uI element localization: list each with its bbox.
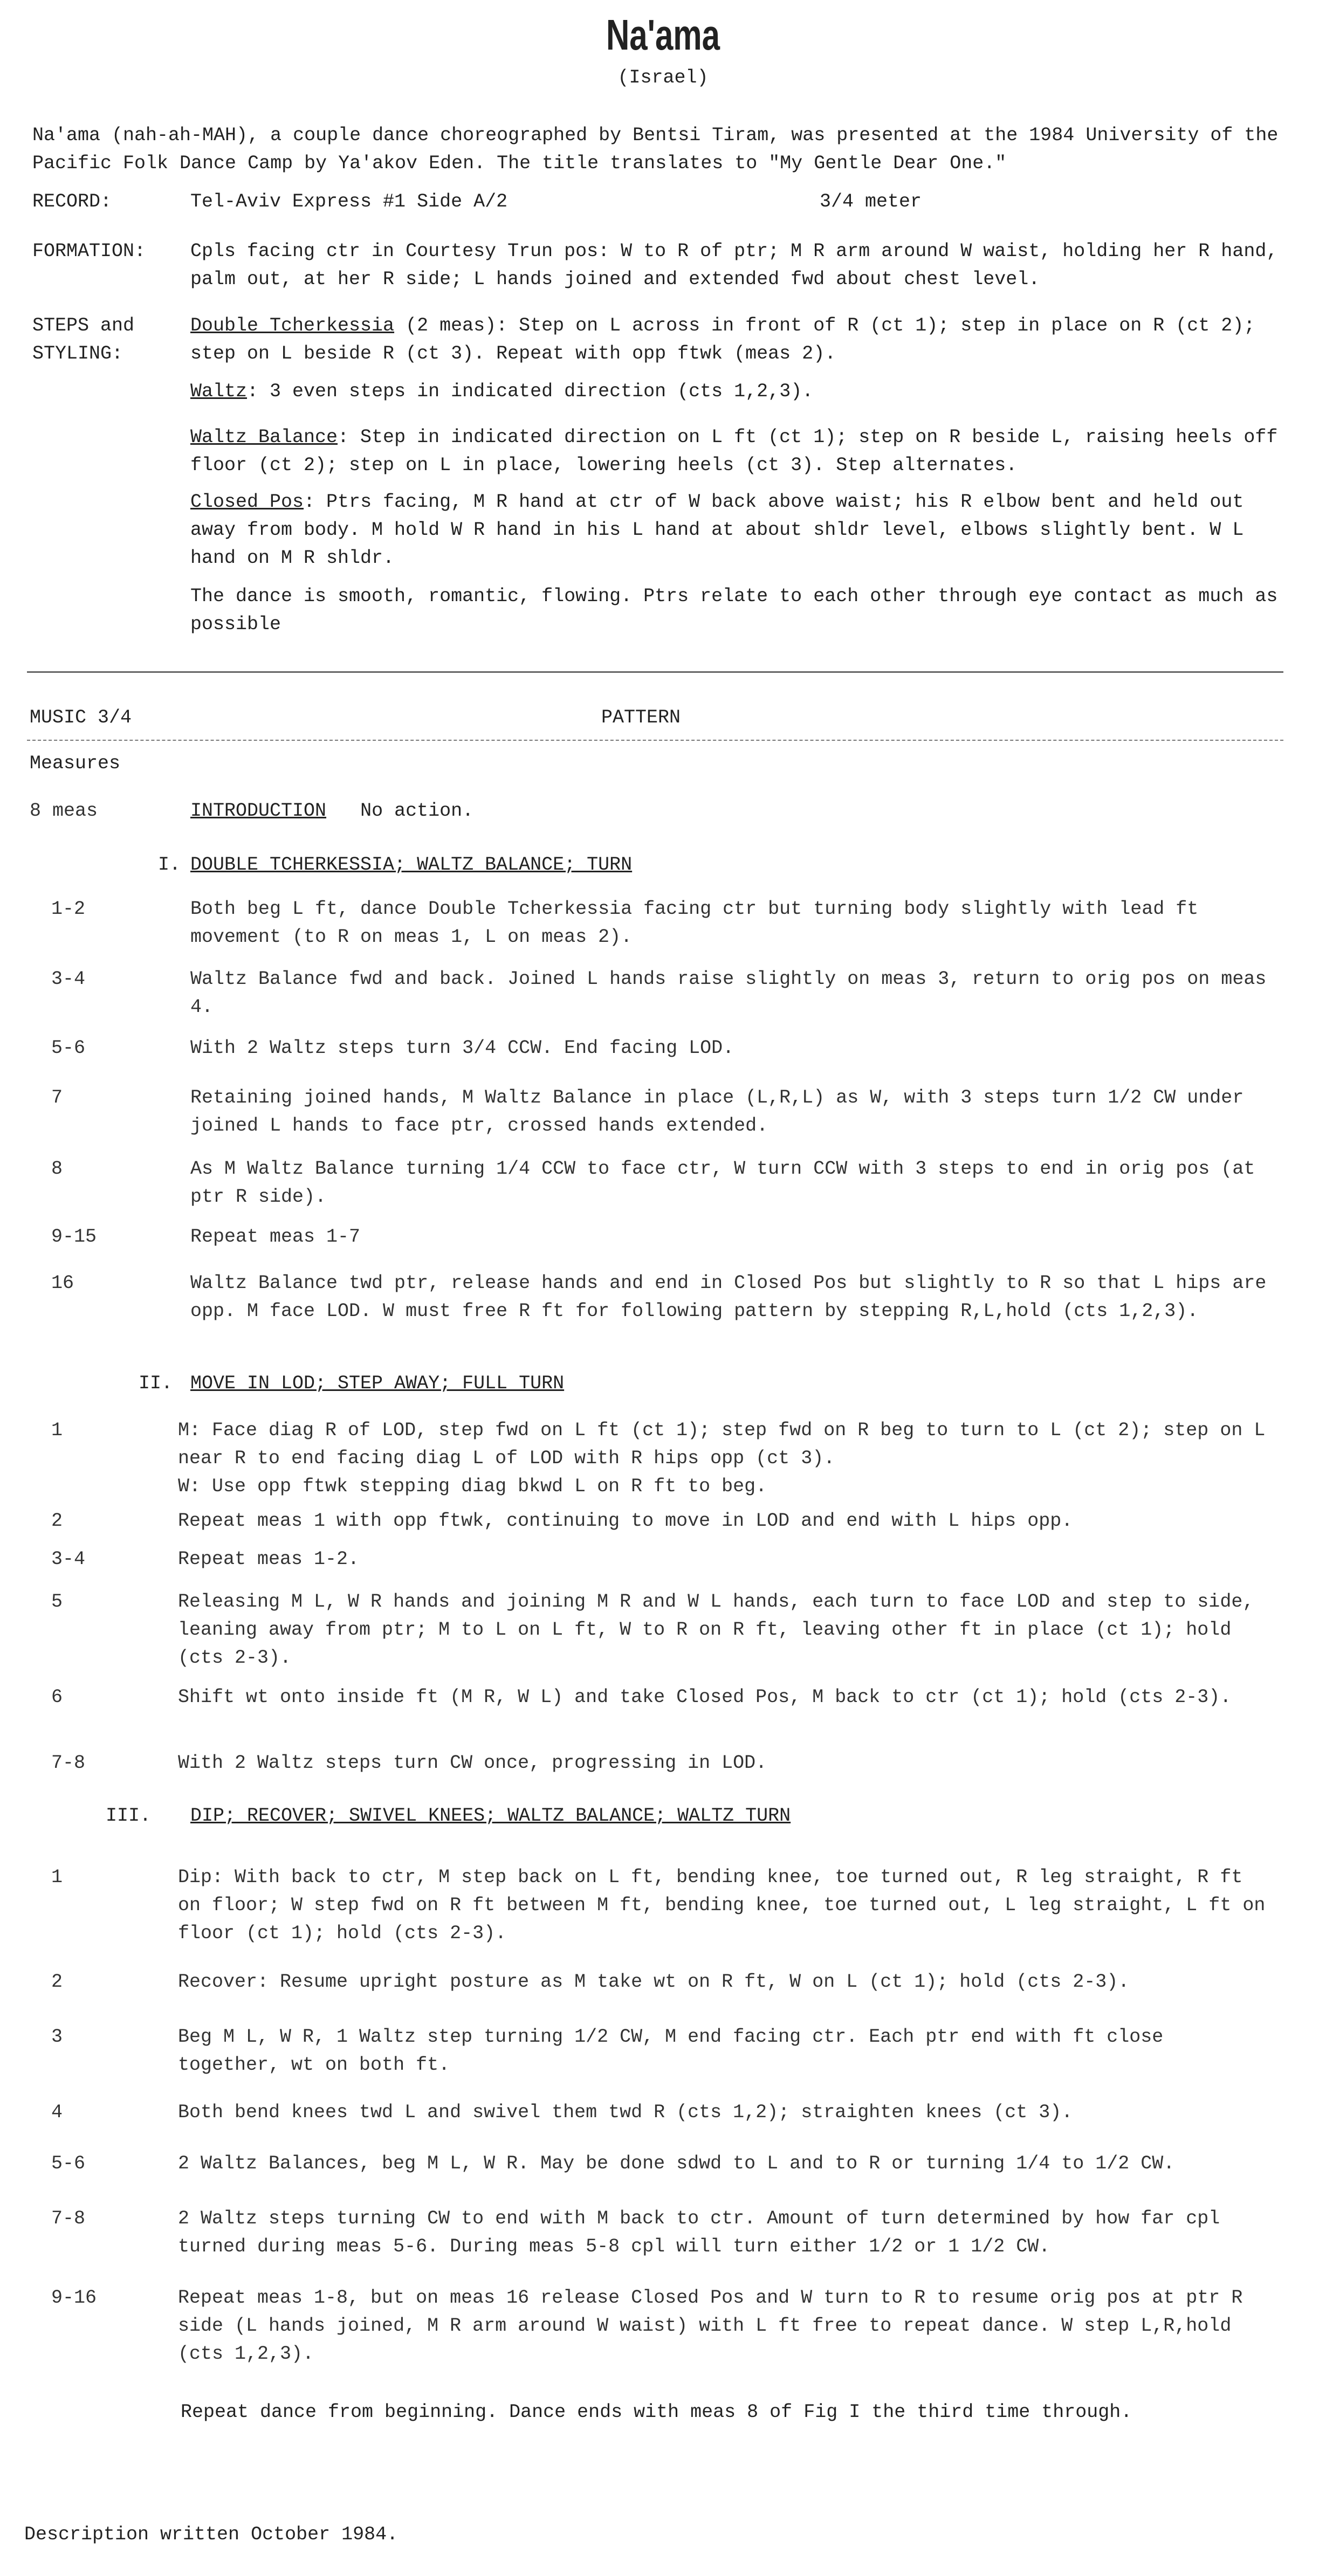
header-divider bbox=[27, 740, 1283, 741]
formation-label: FORMATION: bbox=[32, 240, 146, 262]
record-value: Tel-Aviv Express #1 Side A/2 bbox=[190, 191, 508, 212]
pattern-text-secondary: W: Use opp ftwk stepping diag bkwd L on R ft to beg. bbox=[178, 1476, 767, 1497]
intro-measures: 8 meas bbox=[30, 800, 98, 822]
figure-title: DOUBLE TCHERKESSIA; WALTZ BALANCE; TURN bbox=[190, 854, 633, 876]
step-description: The dance is smooth, romantic, flowing. Ptrs relate to each other through eye contact as much as possible bbox=[190, 586, 1278, 635]
measure-number: 5 bbox=[51, 1591, 63, 1613]
pattern-row bbox=[178, 1588, 1273, 1672]
pattern-row bbox=[178, 1683, 1273, 1711]
measure-number: 3-4 bbox=[51, 968, 86, 990]
measure-number: 5-6 bbox=[51, 2153, 86, 2174]
pattern-row bbox=[178, 2205, 1273, 2261]
measure-number: 5-6 bbox=[51, 1037, 86, 1059]
meter-value: 3/4 meter bbox=[820, 191, 922, 212]
step-definition bbox=[190, 582, 1285, 638]
intro-paragraph: Na'ama (nah-ah-MAH), a couple dance choreographed by Bentsi Tiram, was presented at the 1984 University of the Pacific Folk Dance Camp by Ya'akov Eden. The title translates to "My Gentle Dear One." bbox=[32, 125, 1279, 174]
pattern-row bbox=[178, 1863, 1273, 1947]
measure-number: 9-16 bbox=[51, 2287, 97, 2309]
figure-numeral: II. bbox=[138, 1373, 173, 1394]
pattern-text: Waltz Balance fwd and back. Joined L hands raise slightly on meas 3, return to orig pos on meas 4. bbox=[190, 968, 1267, 1018]
pattern-row bbox=[190, 1269, 1285, 1325]
step-definition bbox=[190, 377, 1285, 405]
step-description: : Ptrs facing, M R hand at ctr of W back above waist; his R elbow bent and held out away from body. M hold W R hand in his L hand at about shldr level, elbows slightly bent. W L hand on M R shldr. bbox=[190, 491, 1244, 569]
step-definition bbox=[190, 488, 1285, 572]
step-term: Waltz bbox=[190, 381, 248, 402]
closing-note: Repeat dance from beginning. Dance ends with meas 8 of Fig I the third time through. bbox=[181, 2401, 1132, 2423]
step-description: : 3 even steps in indicated direction (cts 1,2,3). bbox=[247, 381, 814, 402]
measure-number: 1-2 bbox=[51, 898, 86, 920]
pattern-row bbox=[178, 1416, 1273, 1500]
pattern-text: Retaining joined hands, M Waltz Balance in place (L,R,L) as W, with 3 steps turn 1/2 CW under joined L hands to face ptr, crossed hands extended. bbox=[190, 1087, 1244, 1137]
pattern-text: 2 Waltz Balances, beg M L, W R. May be done sdwd to L and to R or turning 1/4 to 1/2 CW. bbox=[178, 2153, 1175, 2174]
pattern-row bbox=[178, 1507, 1273, 1535]
pattern-text: Repeat meas 1-7 bbox=[190, 1226, 361, 1248]
steps-label: STEPS and STYLING: bbox=[32, 315, 135, 364]
pattern-row bbox=[178, 2284, 1273, 2368]
introduction-term: INTRODUCTION bbox=[190, 800, 327, 822]
measure-number: 4 bbox=[51, 2102, 63, 2123]
pattern-row bbox=[190, 1155, 1285, 1211]
pattern-text: Shift wt onto inside ft (M R, W L) and take Closed Pos, M back to ctr (ct 1); hold (cts 2-3). bbox=[178, 1686, 1232, 1708]
measure-number: 3-4 bbox=[51, 1548, 86, 1570]
pattern-text: With 2 Waltz steps turn CW once, progressing in LOD. bbox=[178, 1752, 767, 1774]
figure-numeral: III. bbox=[105, 1805, 151, 1827]
step-definition bbox=[190, 423, 1285, 479]
pattern-text: Repeat meas 1 with opp ftwk, continuing to move in LOD and end with L hips opp. bbox=[178, 1510, 1073, 1532]
pattern-row bbox=[190, 895, 1285, 951]
measure-number: 2 bbox=[51, 1510, 63, 1532]
introduction-text: No action. bbox=[360, 800, 474, 822]
introduction-line bbox=[190, 797, 1285, 825]
dance-title: Na'ama bbox=[606, 11, 720, 59]
pattern-text: Releasing M L, W R hands and joining M R and W L hands, each turn to face LOD and step to side, leaning away from ptr; M to L on L ft, W to R on R ft, leaving other ft in place (ct 1); hold (cts 2-3). bbox=[178, 1591, 1254, 1669]
measure-number: 7-8 bbox=[51, 2208, 86, 2229]
formation-text: Cpls facing ctr in Courtesy Trun pos: W to R of ptr; M R arm around W waist, holding her R hand, palm out, at her R side; L hands joined and extended fwd about chest level. bbox=[190, 240, 1278, 290]
pattern-text: Recover: Resume upright posture as M take wt on R ft, W on L (ct 1); hold (cts 2-3). bbox=[178, 1971, 1130, 1993]
footer-note: Description written October 1984. bbox=[24, 2524, 399, 2545]
step-description: (2 meas): Step on L across in front of R (ct 1); step in place on R (ct 2); step on L beside R (ct 3). Repeat with opp ftwk (meas 2). bbox=[190, 315, 1255, 364]
figure-title: DIP; RECOVER; SWIVEL KNEES; WALTZ BALANCE; WALTZ TURN bbox=[190, 1805, 791, 1827]
measure-number: 7-8 bbox=[51, 1752, 86, 1774]
pattern-row bbox=[178, 1749, 1273, 1777]
measure-number: 7 bbox=[51, 1087, 63, 1108]
pattern-text: Dip: With back to ctr, M step back on L ft, bending knee, toe turned out, R leg straight, R ft on floor; W step fwd on R ft between M ft, bending knee, toe turned out, L leg straight, L ft on floor (ct 1); hold (cts 2-3). bbox=[178, 1866, 1266, 1944]
record-label: RECORD: bbox=[32, 191, 112, 212]
pattern-text: 2 Waltz steps turning CW to end with M back to ctr. Amount of turn determined by how far cpl turned during meas 5-6. During meas 5-8 cpl will turn either 1/2 or 1 1/2 CW. bbox=[178, 2208, 1220, 2257]
pattern-text: M: Face diag R of LOD, step fwd on L ft (ct 1); step fwd on R beg to turn to L (ct 2); step on L near R to end facing diag L of LOD with R hips opp (ct 3). bbox=[178, 1420, 1266, 1469]
pattern-row bbox=[190, 1084, 1285, 1140]
pattern-text: Both bend knees twd L and swivel them twd R (cts 1,2); straighten knees (ct 3). bbox=[178, 2102, 1073, 2123]
pattern-row bbox=[178, 1545, 1273, 1573]
measure-number: 9-15 bbox=[51, 1226, 97, 1248]
figure-title: MOVE IN LOD; STEP AWAY; FULL TURN bbox=[190, 1373, 565, 1394]
measure-number: 8 bbox=[51, 1158, 63, 1180]
pattern-text: As M Waltz Balance turning 1/4 CCW to face ctr, W turn CCW with 3 steps to end in orig pos (at ptr R side). bbox=[190, 1158, 1255, 1208]
measure-number: 3 bbox=[51, 2026, 63, 2048]
measure-number: 6 bbox=[51, 1686, 63, 1708]
pattern-text: Beg M L, W R, 1 Waltz step turning 1/2 CW, M end facing ctr. Each ptr end with ft close together, wt on both ft. bbox=[178, 2026, 1164, 2076]
pattern-text: With 2 Waltz steps turn 3/4 CCW. End facing LOD. bbox=[190, 1037, 734, 1059]
step-description: : Step in indicated direction on L ft (ct 1); step on R beside L, raising heels off floor (ct 2); step on L in place, lowering heels (ct 3). Step alternates. bbox=[190, 426, 1278, 476]
pattern-text: Waltz Balance twd ptr, release hands and end in Closed Pos but slightly to R so that L hips are opp. M face LOD. W must free R ft for following pattern by stepping R,L,hold (cts 1,2,3). bbox=[190, 1272, 1267, 1322]
pattern-row bbox=[190, 965, 1285, 1021]
measure-number: 2 bbox=[51, 1971, 63, 1993]
step-term: Double Tcherkessia bbox=[190, 315, 395, 336]
pattern-row bbox=[178, 1968, 1273, 1996]
pattern-row bbox=[178, 2098, 1273, 2126]
pattern-heading: PATTERN bbox=[601, 707, 681, 728]
measures-heading: Measures bbox=[30, 753, 121, 774]
pattern-text: Repeat meas 1-2. bbox=[178, 1548, 360, 1570]
country-subtitle: (Israel) bbox=[617, 67, 709, 88]
pattern-text: Both beg L ft, dance Double Tcherkessia facing ctr but turning body slightly with lead ft movement (to R on meas 1, L on meas 2). bbox=[190, 898, 1199, 948]
section-divider bbox=[27, 671, 1283, 673]
pattern-row bbox=[178, 2150, 1273, 2178]
measure-number: 1 bbox=[51, 1420, 63, 1441]
step-definition bbox=[190, 312, 1285, 368]
step-term: Waltz Balance bbox=[190, 426, 338, 448]
step-term: Closed Pos bbox=[190, 491, 304, 513]
pattern-row bbox=[190, 1223, 1285, 1251]
pattern-row bbox=[190, 1034, 1285, 1062]
figure-numeral: I. bbox=[157, 854, 181, 876]
pattern-row bbox=[178, 2023, 1273, 2079]
measure-number: 16 bbox=[51, 1272, 74, 1294]
music-label: MUSIC 3/4 bbox=[30, 707, 132, 728]
pattern-text: Repeat meas 1-8, but on meas 16 release Closed Pos and W turn to R to resume orig pos at ptr R side (L hands joined, M R arm around W waist) with L ft free to repeat dance. W step L,R,hold (cts 1,2,3). bbox=[178, 2287, 1243, 2365]
measure-number: 1 bbox=[51, 1866, 63, 1888]
